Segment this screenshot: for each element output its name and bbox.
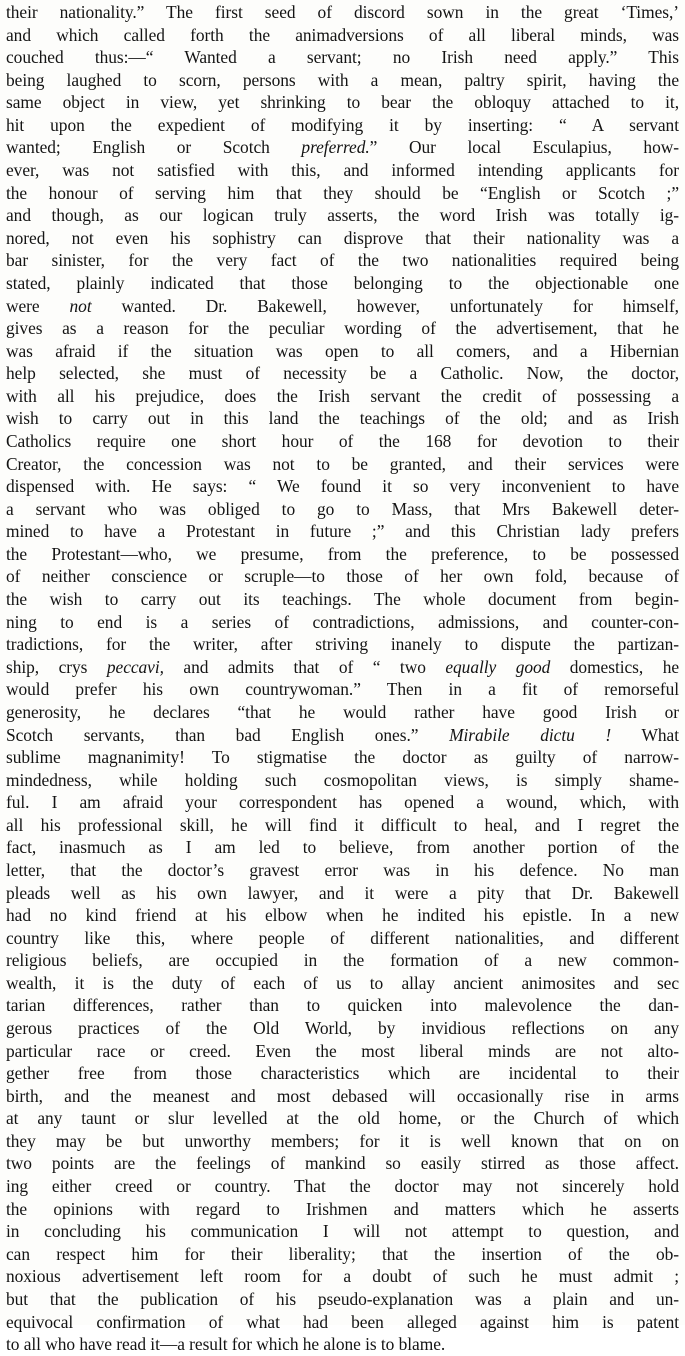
text-run: mined to have a Protestant in future ;” and this Christian lady prefers [6,521,679,542]
text-run: tradictions, for the writer, after striving inanely to dispute the partizan- [6,634,679,655]
article-line [6,565,679,588]
text-run: being laughed to scorn, persons with a mean, paltry spirit, having the [6,69,679,90]
text-run: What [611,724,679,745]
article-line [6,814,679,837]
article-line [6,340,679,363]
text-run: in concluding his communication I will not attempt to question, and [6,1221,679,1242]
text-run: at any taunt or slur levelled at the old home, or the Church of which [6,1108,679,1129]
text-run: would prefer his own countrywoman.” Then in a fit of remorseful [6,679,679,700]
article-line [6,927,679,950]
text-run: domestics, he [550,656,680,677]
article-line [6,204,679,227]
article-column [6,1,679,1356]
article-line [6,1220,679,1243]
text-run: noxious advertisement left room for a doubt of such he must admit ; [6,1266,679,1287]
text-run: the wish to carry out its teachings. The whole document from begin- [6,589,679,610]
article-line [6,46,679,69]
article-line [6,1265,679,1288]
text-run: gether free from those characteristics which are incidental to their [6,1063,679,1084]
article-line [6,1085,679,1108]
article-line [6,1130,679,1153]
text-run: dispensed with. He says: “ We found it so very inconvenient to have [6,476,679,497]
article-line [6,836,679,859]
italic-text: Mirabile dictu ! [449,724,612,745]
text-run: two points are the feelings of mankind so easily stirred as those affect. [6,1153,679,1174]
article-line [6,994,679,1017]
text-run: religious beliefs, are occupied in the formation of a new common- [6,950,679,971]
article-line [6,1288,679,1311]
text-run: ning to end is a series of contradictions, admissions, and counter-con- [6,611,679,632]
text-run: ” Our local Esculapius, how- [369,137,679,158]
text-run: the Protestant—who, we presume, from the preference, to be possessed [6,543,679,564]
article-line [6,1198,679,1221]
text-run: wanted; English or Scotch [6,137,302,158]
article-line [6,91,679,114]
text-run: and though, as our logican truly asserts, the word Irish was totally ig- [6,205,679,226]
text-run: but that the publication of his pseudo-explanation was a plain and un- [6,1288,679,1309]
text-run: bar sinister, for the very fact of the two nationalities required being [6,250,679,271]
article-line [6,249,679,272]
text-run: ship, crys [6,656,107,677]
text-run: wanted. Dr. Bakewell, however, unfortunately for himself, [91,295,679,316]
text-run: sublime magnanimity! To stigmatise the doctor as guilty of narrow- [6,747,679,768]
text-run: pleads well as his own lawyer, and it were a pity that Dr. Bakewell [6,882,679,903]
article-line [6,1152,679,1175]
article-line [6,227,679,250]
text-run: Creator, the concession was not to be granted, and their services were [6,453,679,474]
text-run: was afraid if the situation was open to all comers, and a Hibernian [6,340,679,361]
article-line [6,904,679,927]
article-line [6,633,679,656]
article-line [6,1107,679,1130]
article-line [6,136,679,159]
article-line [6,362,679,385]
italic-text: preferred. [301,137,370,158]
text-run: equivocal confirmation of what had been alleged against him is patent [6,1311,679,1332]
article-line [6,498,679,521]
article-line [6,475,679,498]
text-run: the honour of serving him that they should be “English or Scotch ;” [6,182,679,203]
text-run: tarian differences, rather than to quicken into malevolence the dan- [6,995,679,1016]
article-line [6,1,679,24]
article-line [6,611,679,634]
article-line [6,972,679,995]
text-run: nored, not even his sophistry can disprove that their nationality was a [6,227,679,248]
article-line [6,543,679,566]
text-run: ever, was not satisfied with this, and informed intending applicants for [6,160,679,181]
text-run: generosity, he declares “that he would rather have good Irish or [6,701,679,722]
text-run: had no kind friend at his elbow when he indited his epistle. In a new [6,905,679,926]
article-line [6,949,679,972]
article-line [6,159,679,182]
italic-text: equally good [445,656,551,677]
article-line [6,1040,679,1063]
text-run: Catholics require one short hour of the 168 for devotion to their [6,430,679,451]
text-run: same object in view, yet shrinking to bear the obloquy attached to it, [6,92,679,113]
text-run: and admits that of “ two [163,656,446,677]
article-line [6,1243,679,1266]
text-run: to all who have read it—a result for which he alone is to blame. [6,1334,446,1355]
article-line [6,272,679,295]
article-line [6,407,679,430]
text-run: Scotch servants, than bad English ones.” [6,724,450,745]
text-run: mindedness, while holding such cosmopolitan views, is simply shame- [6,769,679,790]
article-line [6,656,679,679]
article-line [6,520,679,543]
text-run: birth, and the meanest and most debased will occasionally rise in arms [6,1085,679,1106]
article-line [6,430,679,453]
article-line [6,1175,679,1198]
text-run: a servant who was obliged to go to Mass, that Mrs Bakewell deter- [6,498,679,519]
article-line [6,1017,679,1040]
article-line [6,859,679,882]
text-run: hit upon the expedient of modifying it by inserting: “ A servant [6,114,679,135]
text-run: ful. I am afraid your correspondent has opened a wound, which, with [6,792,679,813]
article-line [6,724,679,747]
text-run: wealth, it is the duty of each of us to allay ancient animosites and sec [6,972,679,993]
text-run: country like this, where people of different nationalities, and different [6,927,679,948]
article-line [6,882,679,905]
article-line [6,317,679,340]
text-run: of neither conscience or scruple—to those of her own fold, because of [6,566,679,587]
text-run: they may be but unworthy members; for it is well known that on on [6,1130,679,1151]
text-run: couched thus:—“ Wanted a servant; no Irish need apply.” This [6,47,679,68]
text-run: particular race or creed. Even the most liberal minds are not alto- [6,1040,679,1061]
text-run: help selected, she must of necessity be a Catholic. Now, the doctor, [6,363,679,384]
text-run: with all his prejudice, does the Irish servant the credit of possessing a [6,385,679,406]
text-run: stated, plainly indicated that those belonging to the objectionable one [6,272,679,293]
text-run: all his professional skill, he will find it difficult to heal, and I regret the [6,814,679,835]
article-line [6,295,679,318]
article-line [6,746,679,769]
article-line [6,701,679,724]
text-run: and which called forth the animadversions of all liberal minds, was [6,24,679,45]
article-line [6,769,679,792]
article-line [6,114,679,137]
italic-text: not [69,295,92,316]
article-line [6,453,679,476]
text-run: the opinions with regard to Irishmen and matters which he asserts [6,1198,679,1219]
article-line [6,588,679,611]
text-run: letter, that the doctor’s gravest error was in his defence. No man [6,859,679,880]
text-run: their nationality.” The first seed of discord sown in the great ‘Times,’ [6,2,679,22]
text-run: wish to carry out in this land the teachings of the old; and as Irish [6,408,679,429]
text-run: gerous practices of the Old World, by invidious reflections on any [6,1018,679,1039]
text-run: fact, inasmuch as I am led to believe, from another portion of the [6,837,679,858]
text-run: can respect him for their liberality; that the insertion of the ob- [6,1243,679,1264]
article-line [6,1062,679,1085]
text-run: gives as a reason for the peculiar wording of the advertisement, that he [6,318,679,339]
article-line [6,69,679,92]
article-line [6,791,679,814]
text-run: were [6,295,70,316]
article-line [6,24,679,47]
article-line [6,182,679,205]
article-line [6,1311,679,1334]
article-line [6,385,679,408]
article-line [6,678,679,701]
italic-text: peccavi, [106,656,164,677]
text-run: ing either creed or country. That the doctor may not sincerely hold [6,1176,679,1197]
article-line [6,1333,679,1356]
